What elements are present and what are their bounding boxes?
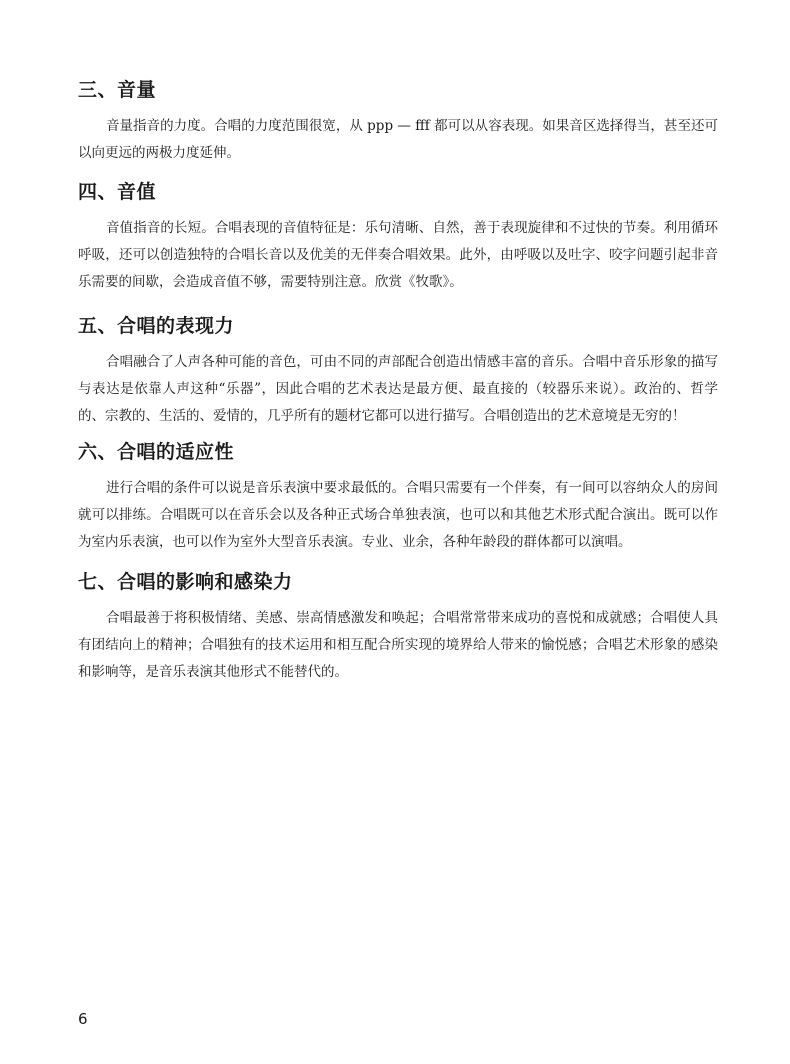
section-heading: 七、合唱的影响和感染力 [78,571,293,593]
section-expressiveness [78,314,718,430]
section-paragraph: 音量指音的力度。合唱的力度范围很宽，从 ppp — fff 都可以从容表现。如果音区选择得当，甚至还可以向更远的两极力度延伸。 [78,118,718,161]
section-heading: 五、合唱的表现力 [78,315,235,337]
section-influence [78,570,718,686]
section-paragraph: 音值指音的长短。合唱表现的音值特征是：乐句清晰、自然，善于表现旋律和不过快的节奏。利用循环呼吸，还可以创造独特的合唱长音以及优美的无伴奏合唱效果。此外，由呼吸以及吐字、咬字问题引起非音乐需要的间歇，会造成音值不够，需要特别注意。欣赏《牧歌》。 [78,220,718,290]
page-number: 6 [78,1010,88,1028]
section-heading: 三、音量 [78,79,157,101]
section-heading: 四、音值 [78,181,157,203]
section-paragraph: 合唱最善于将积极情绪、美感、崇高情感激发和唤起；合唱常常带来成功的喜悦和成就感；合唱使人具有团结向上的精神；合唱独有的技术运用和相互配合所实现的境界给人带来的愉悦感；合唱艺术形象的感染和影响等，是音乐表演其他形式不能替代的。 [78,610,718,680]
section-heading: 六、合唱的适应性 [78,441,235,463]
section-adaptability [78,440,718,556]
section-paragraph: 进行合唱的条件可以说是音乐表演中要求最低的。合唱只需要有一个伴奏，有一间可以容纳众人的房间就可以排练。合唱既可以在音乐会以及各种正式场合单独表演，也可以和其他艺术形式配合演出。既可以作为室内乐表演，也可以作为室外大型音乐表演。专业、业余，各种年龄段的群体都可以演唱。 [78,480,718,550]
section-paragraph: 合唱融合了人声各种可能的音色，可由不同的声部配合创造出情感丰富的音乐。合唱中音乐形象的描写与表达是依靠人声这种“乐器”，因此合唱的艺术表达是最方便、最直接的（较器乐来说）。政治的、哲学的、宗教的、生活的、爱情的，几乎所有的题材它都可以进行描写。合唱创造出的艺术意境是无穷的！ [78,354,718,424]
section-volume [78,78,718,167]
section-duration [78,180,718,296]
